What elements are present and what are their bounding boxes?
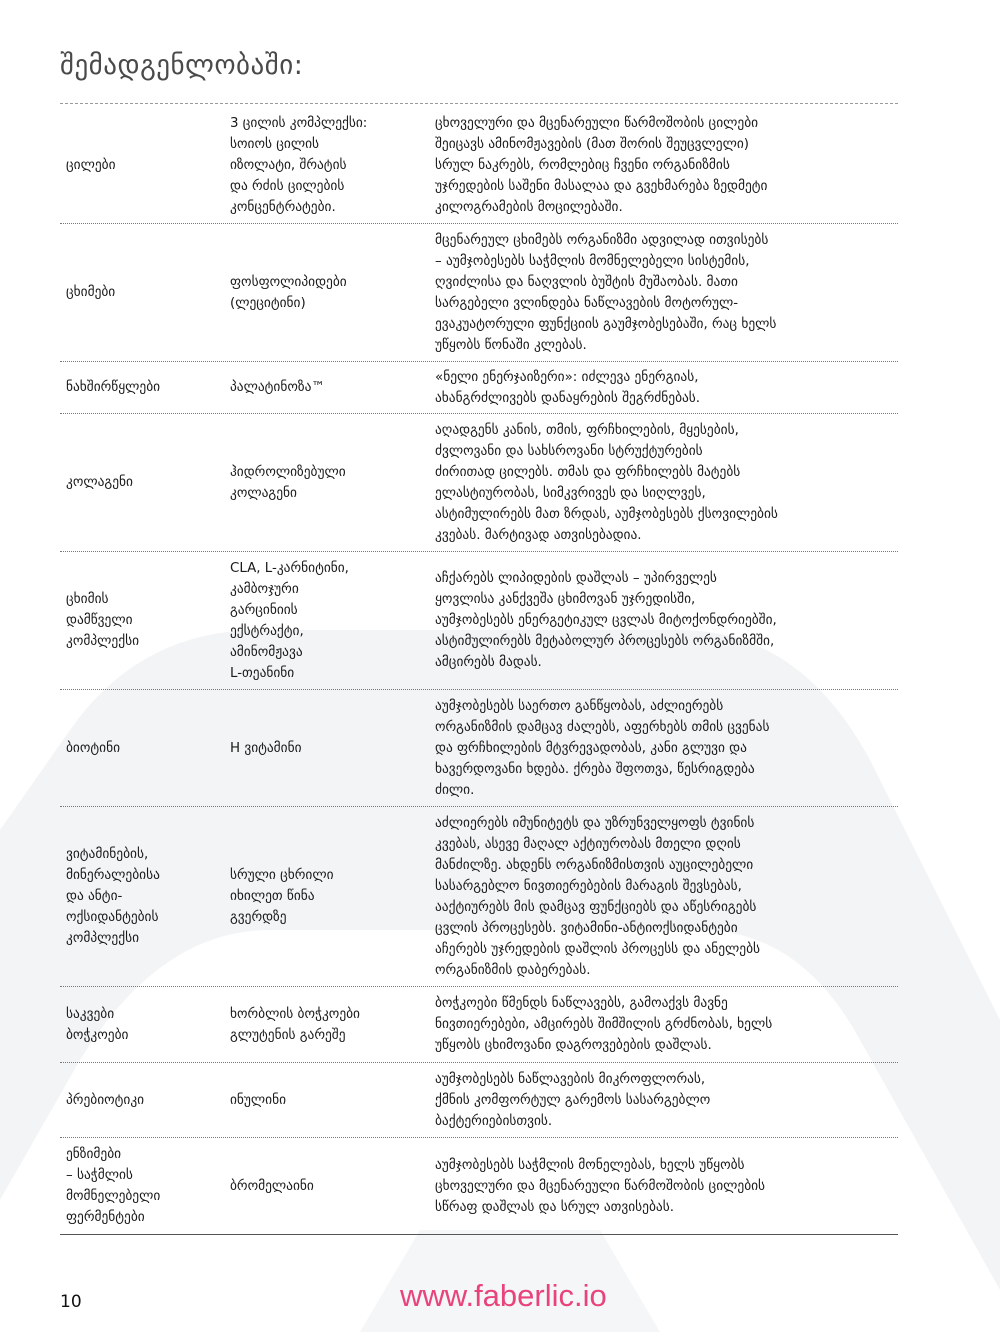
ingredient-description: აუმჯობესებს საერთო განწყობას, აძლიერებს ორგანიზმის დამცავ ძალებს, აფერხებს თმის ცვენას და ფრჩხილების მტვრევადობას, კანი გლუვი და ხავერდოვანი ხდება. ქრება შფოთვა, წესრიგდება ძილი. bbox=[435, 698, 770, 798]
ingredient-name: ენზიმები – საჭმლის მომნელებელი ფერმენტები bbox=[66, 1147, 161, 1225]
ingredient-name: კოლაგენი bbox=[66, 475, 133, 490]
ingredient-component: ფოსფოლიპიდები (ლეციტინი) bbox=[230, 274, 347, 311]
ingredient-component: 3 ცილის კომპლექსი: სოიოს ცილის იზოლატი, შრატის და რძის ცილების კონცენტრატები. bbox=[230, 115, 368, 215]
table-row bbox=[60, 224, 898, 362]
ingredient-description: ცხოველური და მცენარეული წარმოშობის ცილები შეიცავს ამინომჟავების (მათ შორის შეუცვლელი) სრულ ნაკრებს, რომლებიც ჩვენი ორგანიზმის უჯრედების საშენი მასალაა და გვეხმარება ზედმეტი კილოგრამების მოცილებაში. bbox=[435, 115, 768, 215]
table-row bbox=[60, 690, 898, 807]
ingredient-component: H ვიტამინი bbox=[230, 740, 302, 756]
ingredient-name: ცხიმები bbox=[66, 285, 116, 300]
table-row bbox=[60, 552, 898, 690]
ingredient-name: ვიტამინების, მინერალებისა და ანტი- ოქსიდანტების კომპლექსი bbox=[66, 847, 160, 946]
ingredient-description: «ნელი ენერჯაიზერი»: იძლევა ენერგიას, ახანგრძლივებს დანაყრების შეგრძნებას. bbox=[435, 369, 701, 406]
table-row bbox=[60, 1063, 898, 1138]
ingredient-description: აუმჯობესებს საჭმლის მონელებას, ხელს უწყობს ცხოველური და მცენარეული წარმოშობის ცილების სწრაფ დაშლას და სრულ ათვისებას. bbox=[435, 1157, 766, 1215]
table-row bbox=[60, 987, 898, 1063]
ingredient-name: პრებიოტიკი bbox=[66, 1092, 145, 1108]
ingredient-component: ინულინი bbox=[230, 1092, 287, 1108]
table-row bbox=[60, 414, 898, 552]
ingredient-component: ბრომელაინი bbox=[230, 1178, 314, 1194]
ingredient-name: ცხიმის დამწველი კომპლექსი bbox=[66, 592, 140, 649]
ingredient-description: ბოჭკოები წმენდს ნაწლავებს, გამოაქვს მავნე ნივთიერებები, ამცირებს შიმშილის გრძნობას, ხელს უწყობს ცხიმოვანი დაგროვებების დაშლას. bbox=[435, 996, 773, 1053]
ingredient-description: აჩქარებს ლიპიდების დაშლას – უპირველეს ყოვლისა კანქვეშა ცხიმოვან უჯრედისში, აუმჯობესებს ენერგეტიკულ ცვლას მიტოქონდრიებში, ასტიმულირებს მეტაბოლურ პროცესებს ორგანიზმში, ამცირებს მადას. bbox=[435, 571, 777, 670]
table-row bbox=[60, 107, 898, 224]
table-row bbox=[60, 362, 898, 414]
website-link[interactable]: www.faberlic.io bbox=[400, 1278, 607, 1313]
ingredient-description: აუმჯობესებს ნაწლავების მიკროფლორას, ქმნის კომფორტულ გარემოს სასარგებლო ბაქტერიებისთვის. bbox=[435, 1071, 711, 1129]
ingredient-component: პალატინოზა™ bbox=[230, 380, 325, 395]
ingredient-name: ნახშირწყლები bbox=[66, 380, 161, 395]
ingredient-name: ბიოტინი bbox=[66, 740, 121, 756]
table-row bbox=[60, 807, 898, 987]
ingredient-description: აღადგენს კანის, თმის, ფრჩხილების, მყესების, ძვლოვანი და სახსროვანი სტრუქტურების ძირითად ცილებს. თმას და ფრჩხილებს მატებს ელასტიურობას, სიმკვრივეს და სიღლვეს, ასტიმულირებს მათ ზრდას, აუმჯობესებს ქსოვილების კვებას. მარტივად ათვისებადია. bbox=[435, 422, 778, 543]
ingredient-component: CLA, L-კარნიტინი, კამბოჯური გარცინიის ექსტრაქტი, ამინომჟავა L-თეანინი bbox=[230, 560, 349, 681]
title-divider bbox=[60, 103, 898, 104]
page-title: შემადგენლობაში: bbox=[60, 50, 304, 81]
ingredient-name: საკვები ბოჭკოები bbox=[66, 1006, 129, 1043]
ingredient-component: სრული ცხრილი იხილეთ წინა გვერდზე bbox=[230, 868, 334, 925]
ingredient-component: ხორბლის ბოჭკოები გლუტენის გარეშე bbox=[230, 1006, 360, 1043]
ingredient-component: ჰიდროლიზებული კოლაგენი bbox=[230, 464, 346, 501]
page-number: 10 bbox=[60, 1292, 82, 1312]
ingredients-table bbox=[60, 107, 898, 1235]
ingredient-description: მცენარეულ ცხიმებს ორგანიზმი ადვილად ითვისებს – აუმჯობესებს საჭმლის მომნელებელი სისტემის, ღვიძლისა და ნაღვლის ბუშტის მუშაობას. მათი სარგებელი ვლინდება ნაწლავების მოტორულ- ევაკუატორული ფუნქციის გაუმჯობესებაში, რაც ხელს უწყობს წონაში კლებას. bbox=[435, 232, 777, 353]
table-row bbox=[60, 1138, 898, 1235]
ingredient-description: აძლიერებს იმუნიტეტს და უზრუნველყოფს ტვინის კვებას, ასევე მაღალ აქტიურობას მთელი დღის მანძილზე. ახდენს ორგანიზმისთვის აუცილებელი სასარგებლო ნივთიერებების მარაგის შევსებას, ააქტიურებს მის დამცავ ფუნქციებს და აწესრიგებს ცვლის პროცესებს. ვიტამინი-ანტიოქსიდანტები აჩერებს უჯრედების დაშლის პროცესს და ანელებს ორგანიზმის დაბერებას. bbox=[435, 815, 761, 978]
ingredient-name: ცილები bbox=[66, 157, 116, 173]
